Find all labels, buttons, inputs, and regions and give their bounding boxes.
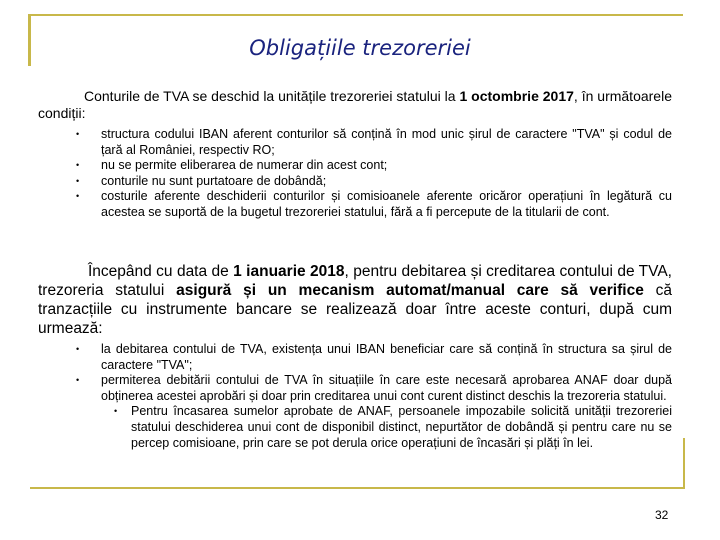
condition-item (76, 158, 672, 174)
bullet-icon: • (76, 191, 80, 202)
mechanism-text-b: , pentru debitarea și creditarea contului de TVA, trezoreria statului (38, 263, 672, 299)
mechanism-subitem (101, 404, 672, 451)
condition-text: structura codului IBAN aferent conturilor să conțină în mod unic șirul de caractere "TVA" și codul de țară al României, respectiv RO; (101, 127, 672, 157)
mechanism-item-text: la debitarea contului de TVA, existența unui IBAN beneficiar care să conțină în structura sa șirul de caractere "TVA"; (101, 342, 672, 372)
mechanism-item-text: permiterea debitării contului de TVA în situațiile în care este necesară aprobarea ANAF doar după obținerea acestei aprobări și doar prin creditarea unui cont curent distinct deschis la trezoreria statului. (101, 373, 672, 403)
mechanism-date: 1 ianuarie 2018 (233, 263, 345, 280)
page-number: 32 (655, 508, 669, 522)
bullet-icon: • (76, 160, 80, 171)
mechanism-subitem-text: Pentru încasarea sumelor aprobate de ANAF, persoanele impozabile solicită unității trezoreriei statului deschiderea unui cont de disponibil distinct, nepurtător de dobândă și pentru care nu se percep comisioane, prin care se pot derula orice operațiuni de încasări și plăți în lei. (131, 404, 672, 450)
bullet-icon: • (114, 406, 118, 417)
condition-item (76, 174, 672, 190)
mechanism-paragraph (38, 262, 672, 338)
mechanism-sublist (101, 404, 672, 451)
mechanism-list (76, 342, 672, 451)
mechanism-item (76, 373, 672, 451)
condition-item (76, 189, 672, 220)
slide-title: Obligațiile trezoreriei (249, 36, 471, 60)
condition-text: costurile aferente deschiderii conturilor și comisioanele aferente oricăror operațiuni în legătură cu acestea se suportă de la bugetul trezoreriei statului, fără a fi percepute de la titularii de cont. (101, 189, 672, 219)
conditions-list (76, 127, 672, 221)
mechanism-text-c: că tranzacțiile cu instrumente bancare se realizează doar între aceste conturi, după cum urmează: (38, 282, 672, 337)
condition-text: nu se permite eliberarea de numerar din acest cont; (101, 158, 388, 173)
condition-text: conturile nu sunt purtatoare de dobândă; (101, 173, 327, 188)
condition-item (76, 127, 672, 158)
frame-top-border (28, 14, 683, 16)
intro-date: 1 octombrie 2017 (459, 88, 574, 104)
frame-right-border (683, 438, 685, 489)
bullet-icon: • (76, 344, 80, 354)
bullet-icon: • (76, 129, 80, 139)
intro-text-a: Conturile de TVA se deschid la unitățile trezoreriei statului la (84, 88, 460, 104)
bullet-icon: • (76, 175, 80, 186)
intro-text-b: , în următoarele condiții: (38, 88, 672, 121)
mechanism-clause: asigură și un mecanism automat/manual care să verifice (176, 282, 644, 299)
mechanism-item (76, 342, 672, 373)
frame-bottom-border (30, 487, 685, 489)
intro-paragraph (38, 88, 672, 122)
mechanism-text-a: Începând cu data de (88, 263, 234, 280)
bullet-icon: • (76, 375, 80, 386)
